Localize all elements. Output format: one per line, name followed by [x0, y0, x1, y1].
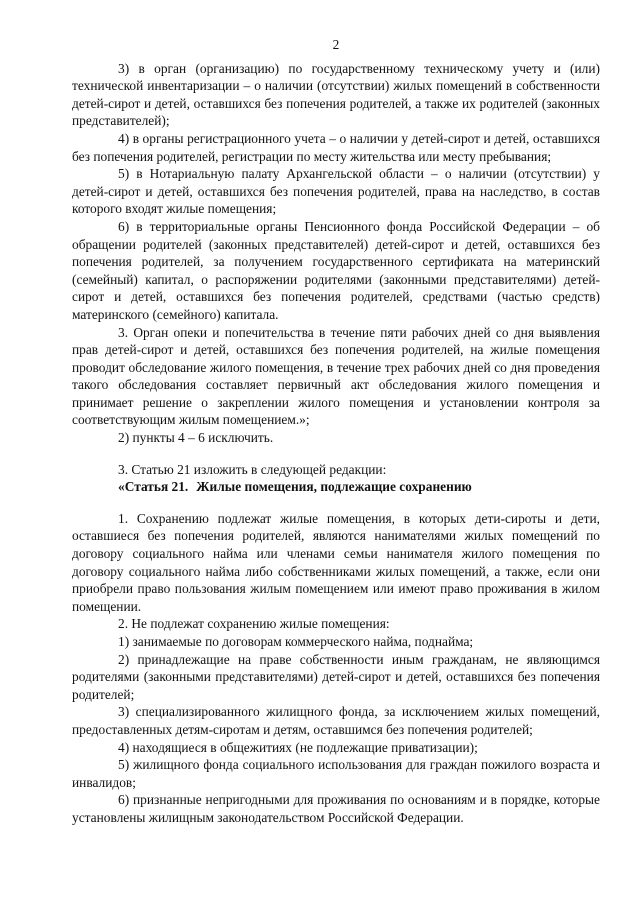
article-number: Статья 21. — [124, 479, 189, 495]
article-title: Жилые помещения, подлежащие сохранению — [196, 479, 472, 495]
paragraph-item-5: 5) в Нотариальную палату Архангельской области – о наличии (отсутствии) у детей-сирот и детей, оставшихся без попечения родителей, права на наследство, в состав которого входят жилые помещения; — [72, 166, 600, 217]
paragraph-exclude-points: 2) пункты 4 – 6 исключить. — [118, 430, 274, 446]
spacer — [72, 447, 600, 461]
article-list-item-1: 1) занимаемые по договорам коммерческого найма, поднайма; — [118, 634, 474, 649]
article-list-item-4: 4) находящиеся в общежитиях (не подлежащие приватизации); — [118, 739, 478, 755]
page-number: 2 — [332, 37, 340, 52]
paragraph-item-6: 6) в территориальные органы Пенсионного фонда Российской Федерации – об обращении родителей (законных представителей) детей-сирот и детей, оставшихся без попечения родителей, за получением государственного сертификата на материнский (семейный) капитал, о распоряжении родителями (законными представителями) детей-сирот и детей, оставшихся без попечения родителей, средствами (частью средств) материнского (семейного) капитала. — [72, 218, 600, 322]
article-heading — [72, 478, 600, 496]
article-paragraph-2: 2. Не подлежат сохранению жилые помещения: — [118, 616, 390, 632]
paragraph-section-3: 3. Орган опеки и попечительства в течение пяти рабочих дней со дня выявления прав детей-сирот и детей, оставшихся без попечения родителей, на жилые помещения проводит обследование жилого помещения, в течение трех рабочих дней со дня проведения такого обследования составляет первичный акт обследования жилого помещения и принимает решение о закреплении жилого помещения и установлении контроля за соответствующим жилым помещением.»; — [72, 324, 600, 428]
article-list-item-2: 2) принадлежащие на праве собственности иным гражданам, не являющимся родителями (законными представителями) детей-сирот и детей, оставшихся без попечения родителей; — [72, 651, 600, 702]
paragraph-item-3: 3) в орган (организацию) по государственному техническому учету и (или) технической инвентаризации – о наличии (отсутствии) жилых помещений в собственности детей-сирот и детей, оставшихся без попечения родителей, а также их родителей (законных представителей); — [72, 60, 600, 129]
heading-quote: « — [118, 479, 125, 495]
spacer — [72, 496, 600, 510]
paragraph-item-4: 4) в органы регистрационного учета – о наличии у детей-сирот и детей, оставшихся без попечения родителей, регистрации по месту жительства или месту пребывания; — [72, 130, 600, 164]
article-list-item-6: 6) признанные непригодными для проживания по основаниям и в порядке, которые установлены жилищным законодательством Российской Федерации. — [72, 792, 600, 825]
article-paragraph-1: 1. Сохранению подлежат жилые помещения, в которых дети-сироты и дети, оставшиеся без попечения родителей, являются нанимателями жилых помещений по договору социального найма или членами семьи нанимателя жилого помещения по договору социального найма либо собственниками жилых помещений, а также, если они приобрели право пользования жилым помещением или имеют право проживания в жилом помещении. — [72, 510, 600, 614]
article-list-item-3: 3) специализированного жилищного фонда, за исключением жилых помещений, предоставленных детям-сиротам и детям, оставшимся без попечения родителей; — [72, 704, 600, 737]
article-list-item-5: 5) жилищного фонда социального использования для граждан пожилого возраста и инвалидов; — [72, 757, 600, 790]
amendment-intro: 3. Статью 21 изложить в следующей редакции: — [118, 461, 387, 477]
